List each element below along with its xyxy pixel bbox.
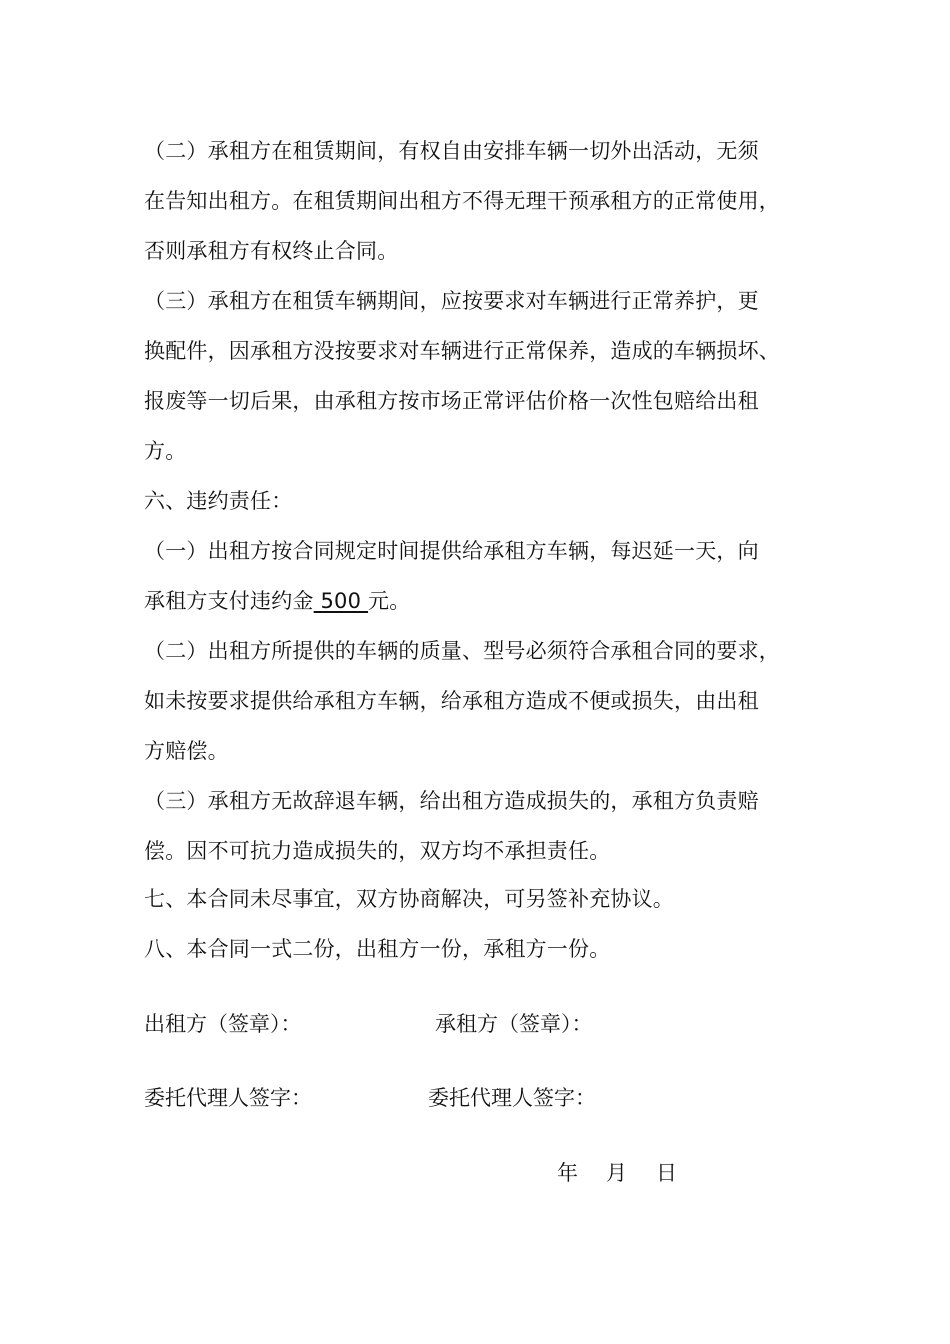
- clause-5-2-line-3: 否则承租方有权终止合同。: [144, 239, 399, 263]
- clause-6-2-line-1: （二）出租方所提供的车辆的质量、型号必须符合承租合同的要求，: [144, 639, 780, 663]
- clause-6-2-line-2: 如未按要求提供给承租方车辆，给承租方造成不便或损失，由出租: [144, 689, 759, 713]
- penalty-text: 承租方支付违约金: [144, 589, 314, 613]
- clause-6-1-line-2: [144, 586, 410, 616]
- date-day: 日: [656, 1161, 677, 1185]
- clause-5-3-line-4: 方。: [144, 439, 187, 463]
- lessor-agent-label: 委托代理人签字：: [144, 1086, 312, 1110]
- clause-5-3-line-3: 报废等一切后果，由承租方按市场正常评估价格一次性包赔给出租: [144, 389, 759, 413]
- section-6-title: 六、违约责任：: [144, 489, 293, 513]
- clause-5-2-line-2: 在告知出租方。在租赁期间出租方不得无理干预承租方的正常使用，: [144, 189, 780, 213]
- clause-6-3-line-2: 偿。因不可抗力造成损失的，双方均不承担责任。: [144, 839, 611, 863]
- penalty-unit: 元。: [368, 589, 411, 613]
- date-year: 年: [557, 1161, 578, 1185]
- clause-6-2-line-3: 方赔偿。: [144, 739, 229, 763]
- clause-5-2-line-1: （二）承租方在租赁期间，有权自由安排车辆一切外出活动，无须: [144, 139, 759, 163]
- lessor-seal-label: 出租方（签章）：: [144, 1012, 302, 1036]
- section-8: 八、本合同一式二份，出租方一份，承租方一份。: [144, 937, 611, 961]
- lessee-seal-label: 承租方（签章）：: [435, 1012, 593, 1036]
- penalty-amount: 500: [313, 589, 369, 613]
- clause-5-3-line-2: 换配件，因承租方没按要求对车辆进行正常保养，造成的车辆损坏、: [144, 339, 780, 363]
- section-7: 七、本合同未尽事宜，双方协商解决，可另签补充协议。: [144, 887, 674, 911]
- date-month: 月: [606, 1161, 627, 1185]
- clause-5-3-line-1: （三）承租方在租赁车辆期间，应按要求对车辆进行正常养护，更: [144, 289, 759, 313]
- lessee-agent-label: 委托代理人签字：: [428, 1086, 596, 1110]
- clause-6-3-line-1: （三）承租方无故辞退车辆，给出租方造成损失的，承租方负责赔: [144, 789, 759, 813]
- clause-6-1-line-1: （一）出租方按合同规定时间提供给承租方车辆，每迟延一天，向: [144, 539, 759, 563]
